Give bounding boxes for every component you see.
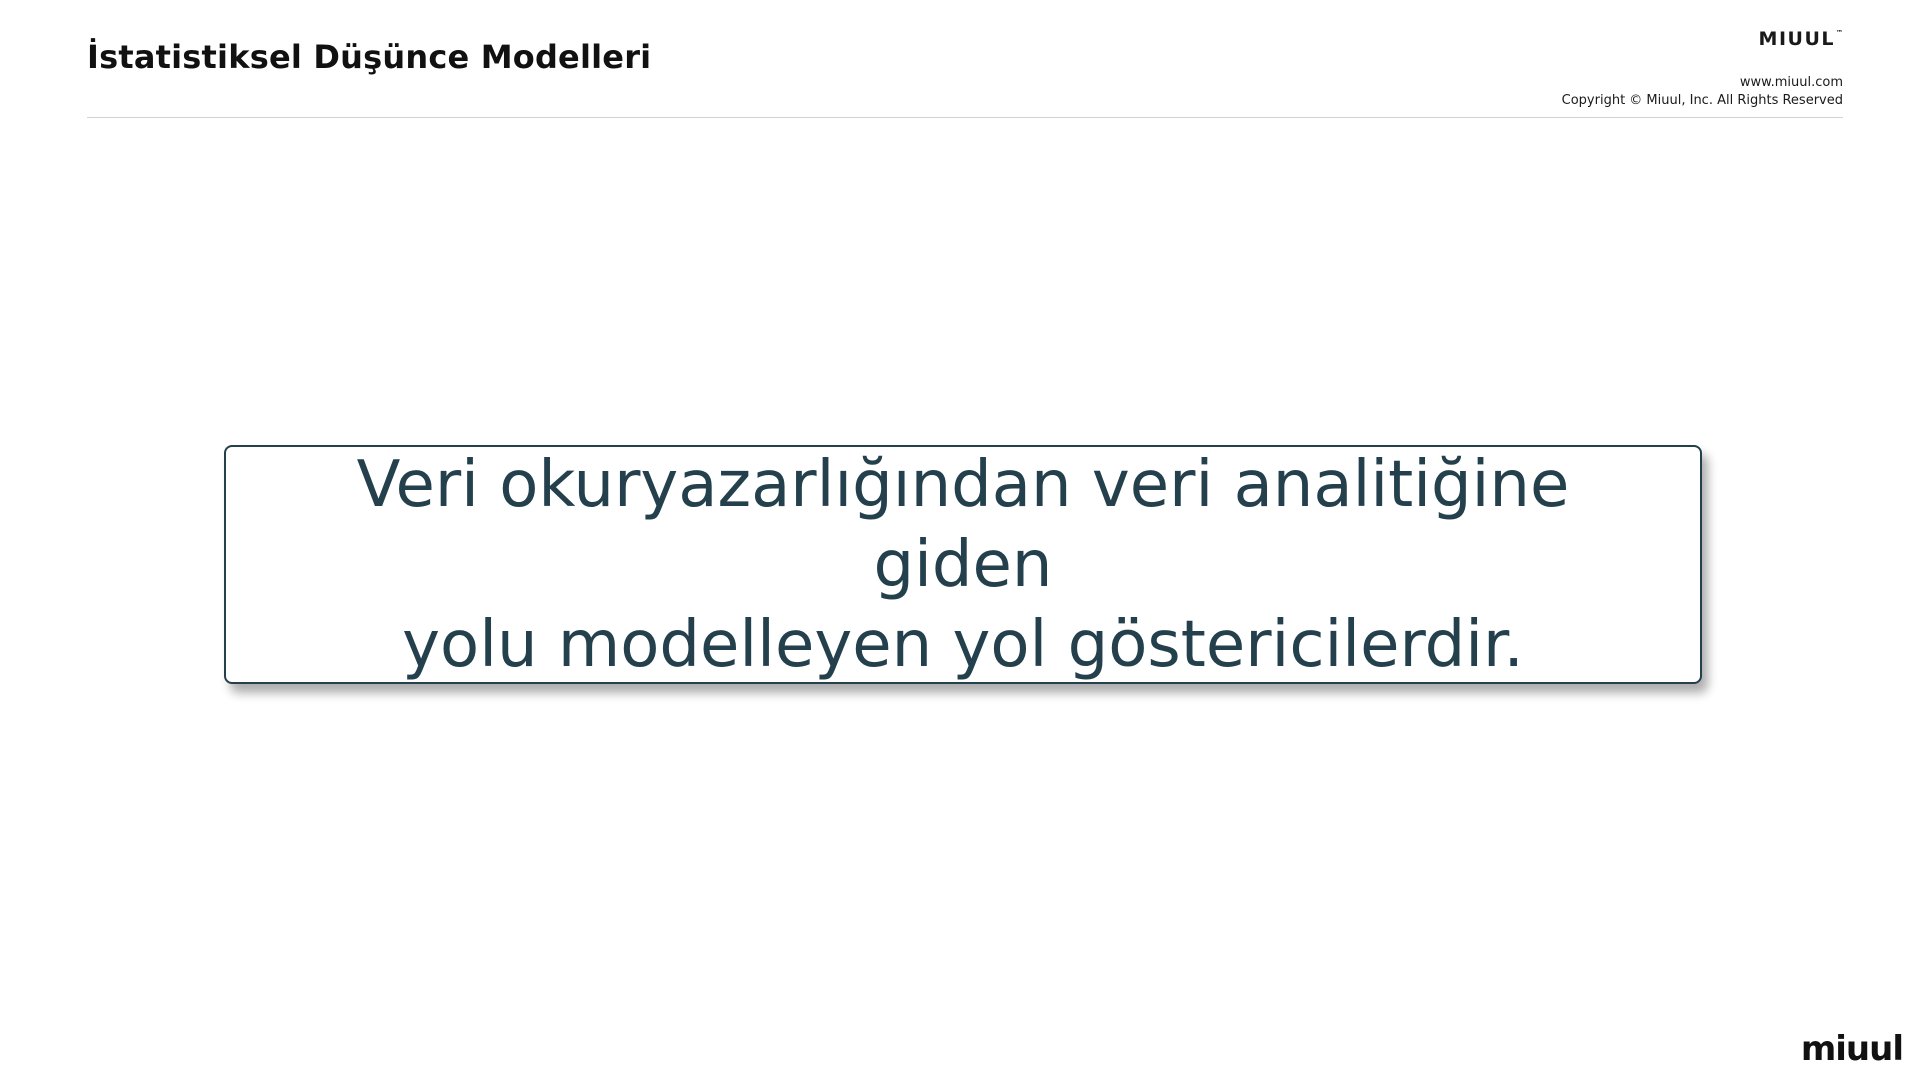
- header-divider: [87, 117, 1843, 118]
- website-url: www.miuul.com: [1739, 75, 1843, 90]
- trademark-mark: ™: [1836, 29, 1843, 37]
- brand-name: MIUUL: [1758, 28, 1835, 50]
- quote-line-2: yolu modelleyen yol göstericilerdir.: [402, 607, 1524, 682]
- copyright-notice: Copyright © Miuul, Inc. All Rights Reserved: [1561, 93, 1843, 108]
- slide-title: İstatistiksel Düşünce Modelleri: [87, 38, 652, 76]
- brand-block: [1562, 20, 1843, 110]
- quote-line-1: Veri okuryazarlığından veri analitiğine giden: [356, 447, 1570, 602]
- quote-text: [263, 445, 1663, 685]
- brand-wordmark: [1562, 20, 1843, 52]
- miuul-logo: miuul: [1800, 1029, 1903, 1069]
- quote-box: [224, 445, 1702, 684]
